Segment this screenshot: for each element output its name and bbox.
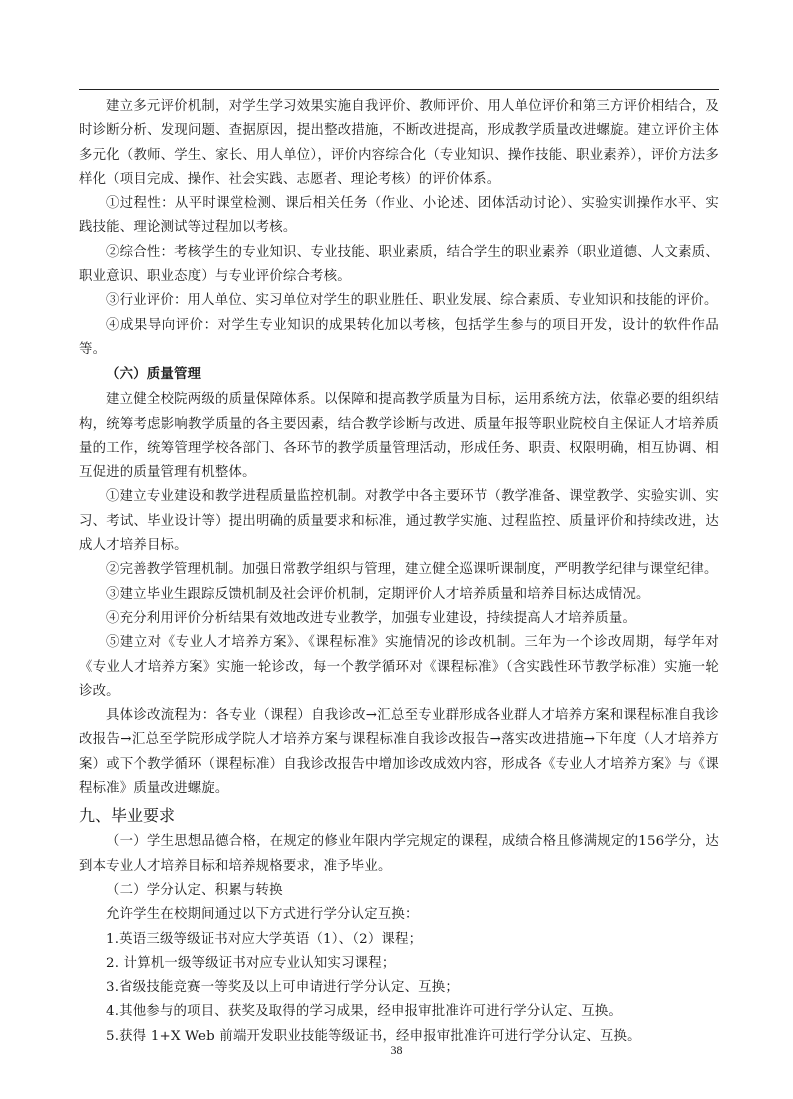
quality-item-5: ⑤建立对《专业人才培养方案》、《课程标准》实施情况的诊改机制。三年为一个诊改周期，每学年对《专业人才培养方案》实施一轮诊改，每一个教学循环对《课程标准》（含实践性环节教学标准）实施一轮诊改。 <box>79 635 719 699</box>
eval-item-process: ①过程性：从平时课堂检测、课后相关任务（作业、小论述、团体活动讨论）、实验实训操作水平、实践技能、理论测试等过程加以考核。 <box>79 196 719 236</box>
credit-item-1: 1.英语三级等级证书对应大学英语（1）、（2）课程； <box>106 931 423 947</box>
section-heading-graduation-requirements: 九、毕业要求 <box>79 806 176 826</box>
page-body <box>79 95 719 1049</box>
eval-item-industry: ③行业评价：用人单位、实习单位对学生的职业胜任、职业发展、综合素质、专业知识和技能的评价。 <box>106 293 718 309</box>
quality-item-2: ②完善教学管理机制。加强日常教学组织与管理，建立健全巡课听课制度，严明教学纪律与课堂纪律。 <box>106 562 718 578</box>
credit-item-4: 4.其他参与的项目、获奖及取得的学习成果，经申报审批准许可进行学分认定、互换。 <box>106 1004 623 1020</box>
quality-item-4: ④充分利用评价分析结果有效地改进专业教学，加强专业建设，持续提高人才培养质量。 <box>106 610 637 626</box>
section-heading-quality-management: （六）质量管理 <box>106 367 202 383</box>
eval-item-outcome: ④成果导向评价：对学生专业知识的成果转化加以考核，包括学生参与的项目开发，设计的软件作品等。 <box>79 317 719 357</box>
graduation-requirement-1: （一）学生思想品德合格，在规定的修业年限内学完规定的课程，成绩合格且修满规定的156学分，达到本专业人才培养目标和培养规格要求，准予毕业。 <box>79 834 719 874</box>
header-rule <box>79 89 719 90</box>
page-number: 38 <box>390 1043 403 1057</box>
credit-item-3: 3.省级技能竞赛一等奖及以上可申请进行学分认定、互换； <box>106 980 459 996</box>
quality-system-paragraph: 建立健全校院两级的质量保障体系。以保障和提高教学质量为目标，运用系统方法，依靠必要的组织结构，统筹考虑影响教学质量的各主要因素，结合教学诊断与改进、质量年报等职业院校自主保证人才培养质量的工作，统筹管理学校各部门、各环节的教学质量管理活动，形成任务、职责、权限明确，相互协调、相互促进的质量管理有机整体。 <box>79 392 719 481</box>
diagnosis-process-paragraph: 具体诊改流程为：各专业（课程）自我诊改→汇总至专业群形成各业群人才培养方案和课程标准自我诊改报告→汇总至学院形成学院人才培养方案与课程标准自我诊改报告→落实改进措施→下年度（人才培养方案）或下个教学循环（课程标准）自我诊改报告中增加诊改成效内容，形成各《专业人才培养方案》与《课程标准》质量改进螺旋。 <box>79 708 719 797</box>
evaluation-mechanism-paragraph: 建立多元评价机制，对学生学习效果实施自我评价、教师评价、用人单位评价和第三方评价相结合，及时诊断分析、发现问题、查据原因，提出整改措施，不断改进提高，形成教学质量改进螺旋。建立评价主体多元化（教师、学生、家长、用人单位），评价内容综合化（专业知识、操作技能、职业素养），评价方法多样化（项目完成、操作、社会实践、志愿者、理论考核）的评价体系。 <box>79 99 719 187</box>
credit-item-5: 5.获得 1+X Web 前端开发职业技能等级证书，经申报审批准许可进行学分认定、互换。 <box>106 1028 641 1044</box>
quality-item-3: ③建立毕业生跟踪反馈机制及社会评价机制，定期评价人才培养质量和培养目标达成情况。 <box>106 586 650 602</box>
graduation-requirement-2-title: （二）学分认定、积累与转换 <box>106 882 283 898</box>
quality-item-1: ①建立专业建设和教学进程质量监控机制。对教学中各主要环节（教学准备、课堂教学、实验实训、实习、考试、毕业设计等）提出明确的质量要求和标准，通过教学实施、过程监控、质量评价和持续改进，达成人才培养目标。 <box>79 489 719 554</box>
credit-item-2: 2. 计算机一级等级证书对应专业认知实习课程； <box>106 955 396 971</box>
credit-exchange-intro: 允许学生在校期间通过以下方式进行学分认定互换： <box>106 907 419 923</box>
eval-item-comprehensive: ②综合性：考核学生的专业知识、专业技能、职业素质，结合学生的职业素养（职业道德、人文素质、职业意识、职业态度）与专业评价综合考核。 <box>79 244 719 285</box>
